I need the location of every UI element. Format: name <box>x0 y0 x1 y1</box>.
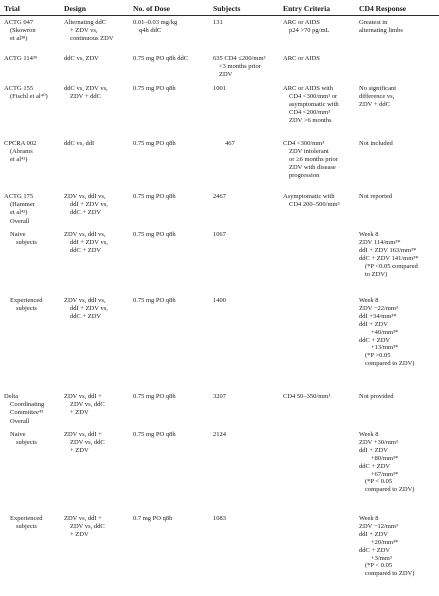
cell-line: ARC or AIDS <box>283 55 320 62</box>
trial-cell <box>4 140 36 164</box>
cell-line: ZDV vs, ddI vs, <box>64 297 106 304</box>
cell-line: (Skowron <box>10 26 36 34</box>
cell-line: et al³⁸) <box>10 34 28 42</box>
cell-line: ddI +34/mm³* <box>359 312 397 320</box>
cell-line: subjects <box>16 238 37 246</box>
cell-line: subjects <box>16 438 37 446</box>
cell-line: ddI + ZDV <box>359 446 388 454</box>
cell-line: ZDV >6 months <box>289 116 332 124</box>
cell-line: ZDV −12/mm³ <box>359 522 398 530</box>
cell-line: asymptomatic with <box>289 100 339 108</box>
cell-line: alternating limbs <box>359 26 403 34</box>
cell-line: 467 <box>225 140 235 147</box>
subjects-cell <box>225 140 235 148</box>
cell-line: 1067 <box>213 231 226 238</box>
header-rule <box>0 15 439 16</box>
trial-cell <box>4 55 37 63</box>
cell-line: ddC + ZDV <box>359 546 391 554</box>
cell-line: ZDV 114/mm³* <box>359 238 401 246</box>
cell-line: 0.01–0.03 mg/kg <box>133 19 178 26</box>
trial-cell <box>4 393 44 417</box>
cell-line: ddI + ZDV vs, <box>70 200 108 208</box>
cd4-response-cell <box>359 431 414 494</box>
cell-line: <3 months prior <box>219 62 261 70</box>
cell-line: 0.75 mg PO q8h <box>133 297 176 304</box>
cell-line: 0.75 mg PO q8h <box>133 231 176 238</box>
cell-line: 0.75 mg PO q8h <box>133 431 176 438</box>
cell-line: 3207 <box>213 393 226 400</box>
cell-line: Alternating ddC <box>64 19 107 26</box>
cell-line: Week 8 <box>359 431 379 438</box>
cell-line: ZDV vs, ddC <box>70 438 105 446</box>
cell-line: 1083 <box>213 515 226 522</box>
cell-line: ZDV + ddC <box>70 92 101 100</box>
entry-criteria-cell <box>283 393 330 401</box>
cell-line: ddI + ZDV vs, <box>70 304 108 312</box>
cell-line: + ZDV <box>70 530 89 538</box>
cell-line: (*P < 0.05 <box>365 562 393 570</box>
cell-line: (*P < 0.05 <box>365 478 393 486</box>
cell-line: Naive <box>10 231 26 238</box>
cell-line: ddC + ZDV 141/mm³* <box>359 254 419 262</box>
cell-line: compared to ZDV) <box>365 570 415 578</box>
subjects-cell <box>213 55 265 79</box>
cell-line: +67/mm³* <box>371 470 399 478</box>
cell-line: ZDV vs, ddI vs, <box>64 193 106 200</box>
cell-line: Not provided <box>359 393 394 400</box>
trial-cell <box>10 231 37 247</box>
cell-line: 131 <box>213 19 223 26</box>
subjects-cell <box>213 393 226 401</box>
dose-cell <box>133 55 188 63</box>
cell-line: Experienced <box>10 515 43 522</box>
entry-criteria-cell <box>283 19 330 35</box>
cell-line: ZDV vs, ddI + <box>64 431 102 438</box>
design-cell <box>64 55 99 63</box>
cell-line: Naive <box>10 431 26 438</box>
cell-line: to ZDV) <box>365 270 388 278</box>
cell-line: No significant <box>359 85 397 92</box>
cell-line: subjects <box>16 522 37 530</box>
subjects-cell <box>213 193 226 201</box>
cell-line: ZDV vs, ddI + <box>64 515 102 522</box>
header-trial: Trial <box>4 4 20 13</box>
subjects-cell <box>213 231 226 239</box>
cd4-response-cell <box>359 515 414 578</box>
entry-criteria-cell <box>283 140 338 180</box>
cell-line: CD4 <200/mm³ <box>289 108 331 116</box>
cell-line: ZDV with disease <box>289 163 336 171</box>
cell-line: compared to ZDV) <box>365 486 415 494</box>
cell-line: 0.75 mg PO q8h <box>133 85 176 92</box>
cell-line: Not reported <box>359 193 393 200</box>
cell-line: 0.75 mg PO q8h <box>133 193 176 200</box>
cell-line: ddC + ZDV <box>70 312 102 320</box>
cell-line: ZDV −22/mm³ <box>359 304 398 312</box>
dose-cell <box>133 297 176 305</box>
cell-line: ddC vs, ddI <box>64 140 95 147</box>
cell-line: et al⁴¹) <box>10 155 28 163</box>
header-entry-criteria: Entry Criteria <box>283 4 331 13</box>
design-cell <box>64 297 108 321</box>
trial-cell <box>4 85 48 101</box>
design-cell <box>64 19 114 43</box>
dose-cell <box>133 193 176 201</box>
header-cd4-response: CD4 Response <box>359 4 407 13</box>
cell-line: Week 8 <box>359 297 379 304</box>
cell-line: 0.75 mg PO q8h ddC <box>133 55 189 62</box>
cell-line: CD4 <300/mm³ or <box>289 92 338 100</box>
cell-line: Asymptomatic with <box>283 193 335 200</box>
entry-criteria-cell <box>283 55 320 63</box>
cell-line: difference vs, <box>359 92 395 100</box>
cell-line: CPCRA 002 <box>4 140 37 147</box>
cell-line: ZDV <box>219 70 233 78</box>
cell-line: progression <box>289 171 320 179</box>
cd4-response-cell <box>359 393 393 401</box>
cd4-response-cell <box>359 193 392 201</box>
trial-cell <box>4 19 36 43</box>
cell-line: Coordinating <box>10 400 45 408</box>
cell-line: ddC + ZDV <box>359 462 391 470</box>
dose-cell <box>133 515 172 523</box>
cell-line: ddC vs, ZDV <box>64 55 99 62</box>
header-subjects: Subjects <box>213 4 241 13</box>
subjects-cell <box>213 19 223 27</box>
cell-line: ddI + ZDV <box>359 320 388 328</box>
design-cell <box>64 193 108 217</box>
cell-line: + ZDV vs, <box>70 26 98 34</box>
cell-line: ACTG 047 <box>4 19 34 26</box>
cell-line: 0.7 mg PO q8h <box>133 515 173 522</box>
dose-cell <box>133 140 176 148</box>
cell-line: ddI + ZDV 163/mm³* <box>359 246 417 254</box>
cell-line: Greatest in <box>359 19 388 26</box>
subgroup-label: Overall <box>10 418 30 425</box>
cell-line: 635 CD4 ≤200/mm³ <box>213 55 266 62</box>
trial-cell <box>10 431 37 447</box>
cell-line: ddC + ZDV <box>70 208 102 216</box>
cell-line: (*P >0.05 <box>365 352 391 360</box>
cell-line: 1400 <box>213 297 226 304</box>
design-cell <box>64 393 105 417</box>
cell-line: 2124 <box>213 431 226 438</box>
cell-line: 1001 <box>213 85 226 92</box>
cell-line: (*P <0.05 compared <box>365 262 418 270</box>
dose-cell <box>133 431 176 439</box>
cell-line: +3/mm³ <box>371 554 392 562</box>
design-cell <box>64 431 105 455</box>
subjects-cell <box>213 85 226 93</box>
cd4-response-cell <box>359 140 393 148</box>
entry-criteria-cell <box>283 85 339 125</box>
cell-line: ZDV vs, ddC <box>70 522 105 530</box>
trial-cell <box>10 515 42 531</box>
dose-cell <box>133 231 176 239</box>
cell-line: ZDV vs, ddI + <box>64 393 102 400</box>
subgroup-label: Overall <box>10 218 30 225</box>
cell-line: ddI + ZDV <box>359 530 388 538</box>
header-dose: No. of Dose <box>133 4 170 13</box>
cell-line: CD4 <300/mm³ <box>283 140 325 147</box>
trial-cell <box>4 193 35 217</box>
cell-line: Week 8 <box>359 231 379 238</box>
cell-line: Not included <box>359 140 393 147</box>
trial-cell <box>10 297 42 313</box>
cell-line: (Fischl et al⁴⁰) <box>10 92 48 100</box>
cell-line: ACTG 114³⁹ <box>4 55 38 62</box>
cell-line: ddC + ZDV <box>70 246 102 254</box>
cell-line: ZDV vs, ddC <box>70 400 105 408</box>
cell-line: Week 8 <box>359 515 379 522</box>
cell-line: +40/mm³* <box>371 328 399 336</box>
cell-line: q4h ddC <box>139 26 162 34</box>
cell-line: ARC or AIDS <box>283 19 320 26</box>
design-cell <box>64 140 94 148</box>
cell-line: + ZDV <box>70 408 89 416</box>
cell-line: ZDV + ddC <box>359 100 390 108</box>
cell-line: ddC vs, ZDV vs, <box>64 85 108 92</box>
cell-line: (Hammer <box>10 200 35 208</box>
cell-line: CD4 50–350/mm³ <box>283 393 331 400</box>
cell-line: ddC + ZDV <box>359 336 391 344</box>
cell-line: 0.75 mg PO q8h <box>133 140 176 147</box>
cell-line: ddI + ZDV vs, <box>70 238 108 246</box>
cd4-response-cell <box>359 297 414 368</box>
cell-line: ZDV intolerant <box>289 147 329 155</box>
cell-line: 0.75 mg PO q8h <box>133 393 176 400</box>
design-cell <box>64 85 108 101</box>
dose-cell <box>133 19 177 35</box>
cell-line: compared to ZDV) <box>365 360 415 368</box>
cell-line: +80/mm³* <box>371 454 399 462</box>
dose-cell <box>133 393 176 401</box>
cd4-response-cell <box>359 85 396 109</box>
cell-line: Delta <box>4 393 19 400</box>
cell-line: +20/mm³* <box>371 538 399 546</box>
subjects-cell <box>213 431 226 439</box>
cell-line: ARC or AIDS with <box>283 85 334 92</box>
cd4-response-cell <box>359 231 418 278</box>
cell-line: continuous ZDV <box>70 34 114 42</box>
cd4-response-cell <box>359 19 403 35</box>
cell-line: ACTG 155 <box>4 85 34 92</box>
design-cell <box>64 515 105 539</box>
cell-line: et al⁴²) <box>10 208 28 216</box>
cell-line: CD4 200–500/mm³ <box>289 200 340 208</box>
cell-line: 2467 <box>213 193 226 200</box>
header-design: Design <box>64 4 86 13</box>
cell-line: ZDV vs, ddI vs, <box>64 231 106 238</box>
cell-line: (Abrams <box>10 147 33 155</box>
cell-line: subjects <box>16 304 37 312</box>
cell-line: + ZDV <box>70 446 89 454</box>
design-cell <box>64 231 108 255</box>
cell-line: Experienced <box>10 297 43 304</box>
cell-line: or ≥6 months prior <box>289 155 338 163</box>
cell-line: p24 >70 pg/mL <box>289 26 330 34</box>
entry-criteria-cell <box>283 193 340 209</box>
subjects-cell <box>213 297 226 305</box>
cell-line: Committee⁴³ <box>10 408 44 416</box>
cell-line: +13/mm³* <box>371 344 399 352</box>
dose-cell <box>133 85 176 93</box>
cell-line: ZDV +30/mm³ <box>359 438 398 446</box>
cell-line: ACTG 175 <box>4 193 34 200</box>
subjects-cell <box>213 515 226 523</box>
